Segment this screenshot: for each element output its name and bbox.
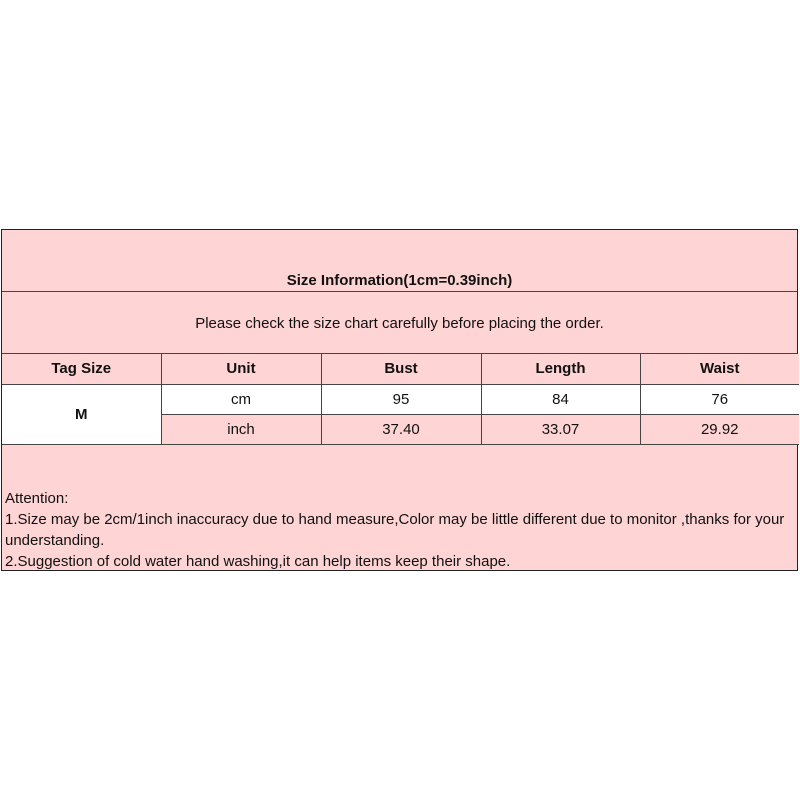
unit-cell: inch [161,414,321,444]
bust-cell: 37.40 [321,414,481,444]
waist-cell: 29.92 [640,414,799,444]
title-row [2,230,797,292]
header-tag-size: Tag Size [2,354,161,384]
size-table [2,354,799,445]
length-cell: 84 [481,384,640,414]
size-chart [1,229,798,571]
table-header-row [2,354,799,384]
header-length: Length [481,354,640,384]
attention-heading: Attention: [5,490,69,507]
waist-cell: 76 [640,384,799,414]
attention-line-1: 1.Size may be 2cm/1inch inaccuracy due to hand measure,Color may be little different due to monitor ,thanks for your understanding. [5,511,785,549]
header-bust: Bust [321,354,481,384]
bust-cell: 95 [321,384,481,414]
chart-title: Size Information(1cm=0.39inch) [286,272,513,289]
table-row [2,384,799,414]
unit-cell: cm [161,384,321,414]
attention-line-2: 2.Suggestion of cold water hand washing,it can help items keep their shape. [5,553,511,570]
order-notice: Please check the size chart carefully before placing the order. [195,315,604,332]
length-cell: 33.07 [481,414,640,444]
notice-row [2,292,797,354]
header-unit: Unit [161,354,321,384]
attention-notes [5,488,795,572]
tag-size-value: M [2,384,161,444]
header-waist: Waist [640,354,799,384]
